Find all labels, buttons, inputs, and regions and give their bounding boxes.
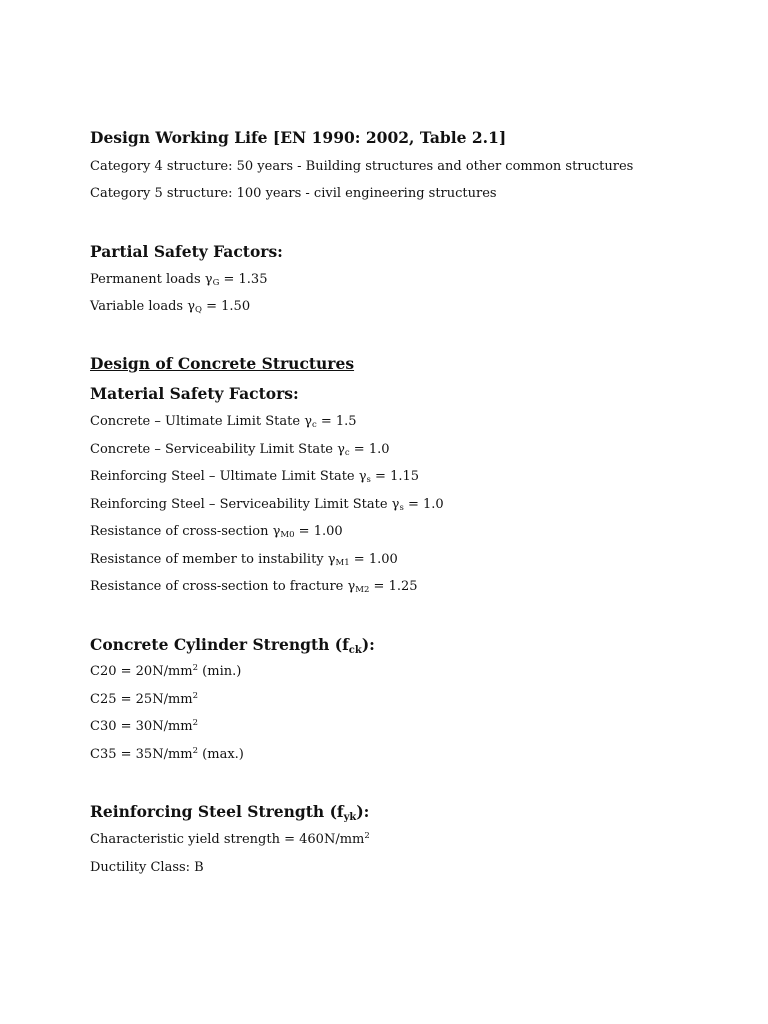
reinforcing-steel-strength-heading: Reinforcing Steel Strength (fyk):: [90, 802, 370, 823]
material-factor-line: Concrete – Ultimate Limit State $\gamma_c = 1.5$: [90, 414, 357, 430]
design-working-life-heading: Design Working Life [EN 1990: 2002, Table 2.1]: [90, 128, 507, 147]
concrete-grade-line: $C20 = 20N/mm^2$ (min.): [90, 663, 242, 679]
category-5-line: Category 5 structure: 100 years - civil engineering structures: [90, 186, 497, 201]
variable-loads-line: Variable loads $\gamma_Q = 1.50$: [90, 299, 251, 315]
concrete-grade-line: $C25 = 25N/mm^2$: [90, 691, 199, 707]
concrete-cylinder-strength-heading: Concrete Cylinder Strength (fck):: [90, 635, 375, 656]
material-factor-line: Resistance of cross-section $\gamma_{M0} = 1.00$: [90, 524, 343, 540]
partial-safety-factors-heading: Partial Safety Factors:: [90, 242, 283, 261]
material-factor-line: Concrete – Serviceability Limit State $\gamma_c = 1.0$: [90, 442, 390, 458]
design-concrete-structures-heading: Design of Concrete Structures: [90, 354, 355, 373]
material-factor-line: Reinforcing Steel – Serviceability Limit State $\gamma_s = 1.0$: [90, 497, 444, 513]
material-factor-line: Resistance of cross-section to fracture $\gamma_{M2} = 1.25$: [90, 579, 418, 595]
category-4-line: Category 4 structure: 50 years - Building structures and other common structures: [90, 159, 634, 174]
material-safety-factors-heading: Material Safety Factors:: [90, 384, 299, 403]
concrete-grade-line: $C30 = 30N/mm^2$: [90, 718, 199, 734]
permanent-loads-line: Permanent loads $\gamma_G = 1.35$: [90, 272, 268, 288]
concrete-grade-line: $C35 = 35N/mm^2$ (max.): [90, 746, 244, 762]
material-factor-line: Reinforcing Steel – Ultimate Limit State $\gamma_s = 1.15$: [90, 469, 420, 485]
yield-strength-line: Characteristic yield strength = $460N/mm^2$: [90, 831, 370, 847]
material-factor-line: Resistance of member to instability $\gamma_{M1} = 1.00$: [90, 552, 398, 568]
ductility-class-line: Ductility Class: B: [90, 860, 204, 875]
